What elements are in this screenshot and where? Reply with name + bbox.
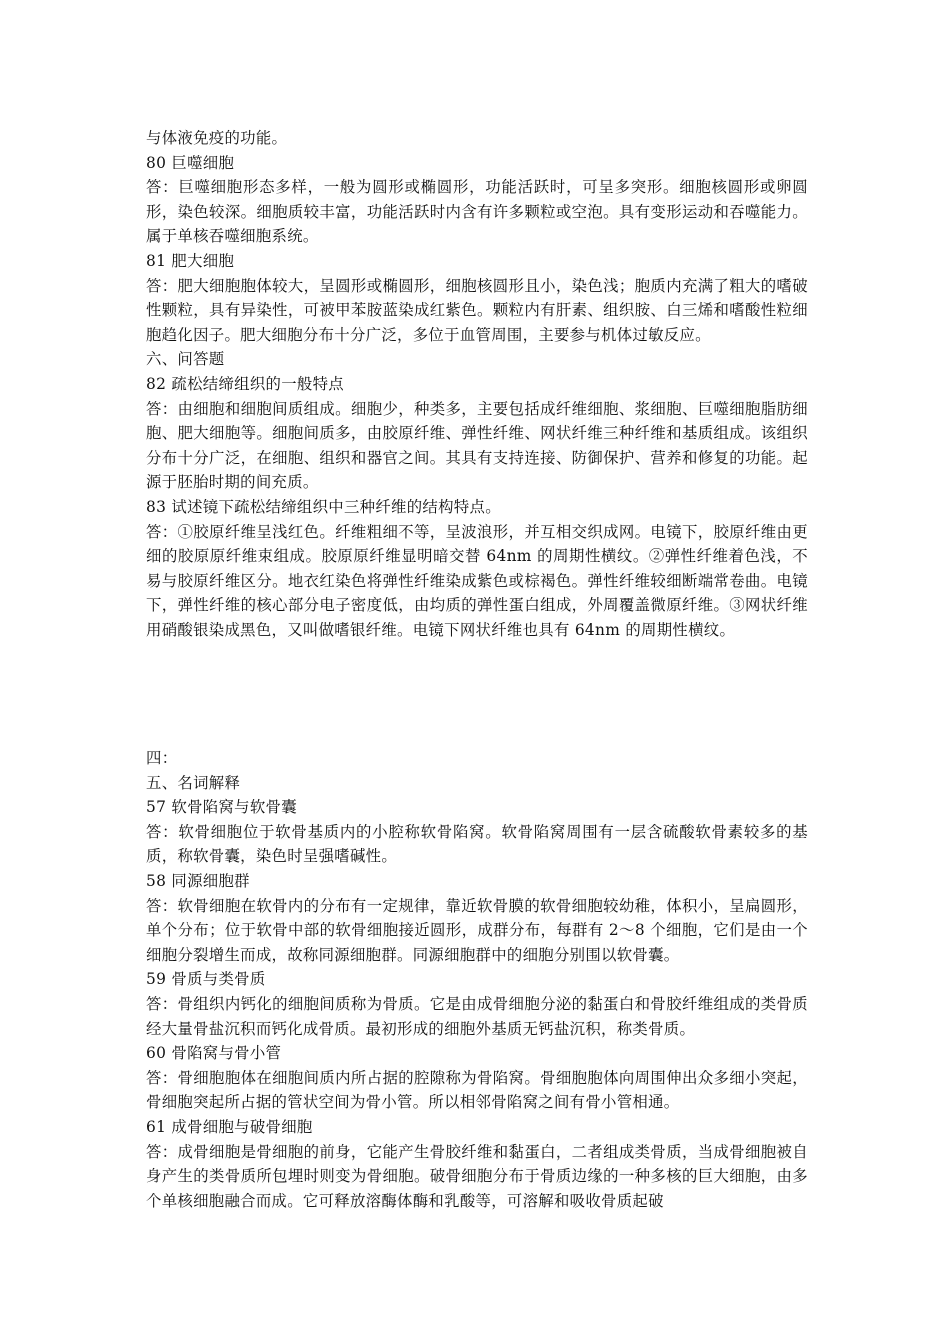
term-58-answer: 答：软骨细胞在软骨内的分布有一定规律，靠近软骨膜的软骨细胞较幼稚，体积小，呈扁圆形，单个分布；位于软骨中部的软骨细胞接近圆形，成群分布，每群有 2～8 个细胞，它们是由一个细胞分裂增生而成，故称同源细胞群。同源细胞群中的细胞分别围以软骨囊。 (146, 896, 808, 964)
term-59-answer: 答：骨组织内钙化的细胞间质称为骨质。它是由成骨细胞分泌的黏蛋白和骨胶纤维组成的类骨质经大量骨盐沉积而钙化成骨质。最初形成的细胞外基质无钙盐沉积，称类骨质。 (146, 994, 808, 1038)
term-80-title: 80 巨噬细胞 (146, 153, 235, 172)
term-61-answer: 答：成骨细胞是骨细胞的前身，它能产生骨胶纤维和黏蛋白，二者组成类骨质，当成骨细胞被自身产生的类骨质所包埋时则变为骨细胞。破骨细胞分布于骨质边缘的一种多核的巨大细胞，由多个单核细胞融合而成。它可释放溶酶体酶和乳酸等，可溶解和吸收骨质起破 (146, 1142, 808, 1210)
term-60-title: 60 骨陷窝与骨小管 (146, 1044, 282, 1063)
section-5-heading: 五、名词解释 (146, 773, 241, 792)
upper-text-block (146, 126, 808, 642)
chapter-label: 四： (146, 749, 178, 767)
question-82-title: 82 疏松结缔组织的一般特点 (146, 374, 344, 393)
lower-text-block (146, 746, 808, 1213)
section-6-heading: 六、问答题 (146, 350, 225, 369)
question-83-title: 83 试述镜下疏松结缔组织中三种纤维的结构特点。 (146, 497, 501, 516)
term-81-answer: 答：肥大细胞胞体较大，呈圆形或椭圆形，细胞核圆形且小，染色浅；胞质内充满了粗大的嗜破性颗粒，具有异染性，可被甲苯胺蓝染成红紫色。颗粒内有肝素、组织胺、白三烯和嗜酸性粒细胞趋化因子。肥大细胞分布十分广泛，多位于血管周围，主要参与机体过敏反应。 (146, 276, 808, 344)
term-59-title: 59 骨质与类骨质 (146, 970, 266, 989)
term-80-answer: 答：巨噬细胞形态多样，一般为圆形或椭圆形，功能活跃时，可呈多突形。细胞核圆形或卵圆形，染色较深。细胞质较丰富，功能活跃时内含有许多颗粒或空泡。具有变形运动和吞噬能力。属于单核吞噬细胞系统。 (146, 178, 808, 246)
intro-line: 与体液免疫的功能。 (146, 129, 288, 147)
term-61-title: 61 成骨细胞与破骨细胞 (146, 1117, 313, 1136)
term-81-title: 81 肥大细胞 (146, 251, 235, 270)
term-60-answer: 答：骨细胞胞体在细胞间质内所占据的腔隙称为骨陷窝。骨细胞胞体向周围伸出众多细小突起，骨细胞突起所占据的管状空间为骨小管。所以相邻骨陷窝之间有骨小管相通。 (146, 1068, 808, 1112)
term-57-title: 57 软骨陷窝与软骨囊 (146, 798, 297, 817)
term-57-answer: 答：软骨细胞位于软骨基质内的小腔称软骨陷窝。软骨陷窝周围有一层含硫酸软骨素较多的基质，称软骨囊，染色时呈强嗜碱性。 (146, 822, 808, 866)
question-83-answer: 答：①胶原纤维呈浅红色。纤维粗细不等，呈波浪形，并互相交织成网。电镜下，胶原纤维由更细的胶原原纤维束组成。胶原原纤维显明暗交替 64nm 的周期性横纹。②弹性纤维着色浅，不易与胶原纤维区分。地衣红染色将弹性纤维染成紫色或棕褐色。弹性纤维较细断端常卷曲。电镜下，弹性纤维的核心部分电子密度低，由均质的弹性蛋白组成，外周覆盖微原纤维。③网状纤维用硝酸银染成黑色，又叫做嗜银纤维。电镜下网状纤维也具有 64nm 的周期性横纹。 (146, 522, 808, 639)
question-82-answer: 答：由细胞和细胞间质组成。细胞少，种类多，主要包括成纤维细胞、浆细胞、巨噬细胞脂肪细胞、肥大细胞等。细胞间质多，由胶原纤维、弹性纤维、网状纤维三种纤维和基质组成。该组织分布十分广泛，在细胞、组织和器官之间。其具有支持连接、防御保护、营养和修复的功能。起源于胚胎时期的间充质。 (146, 399, 808, 492)
term-58-title: 58 同源细胞群 (146, 871, 250, 890)
